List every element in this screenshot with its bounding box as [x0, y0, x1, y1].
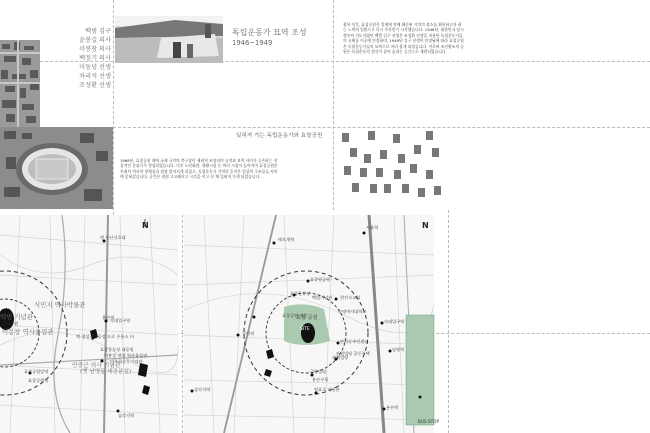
map-label: 서울역 [366, 225, 379, 230]
portrait-thumb [426, 131, 433, 140]
map-label: 독립공원 [2, 321, 19, 326]
guide-line [448, 210, 449, 433]
map-label: 용산역 [102, 315, 115, 320]
page-years: 1946~1949 [232, 39, 273, 47]
portrait-thumb [434, 186, 441, 195]
map-label: 효창공원앞역 [24, 369, 49, 374]
map-label: 식민지 역사박물관 [34, 301, 86, 309]
map-label: 남영역 [392, 347, 405, 352]
page-title: 독립운동가 묘역 조성 [232, 28, 307, 37]
map-label: 용산구청 [312, 377, 329, 382]
name-item: 백범 김구 [85, 28, 111, 35]
aerial-photo-stadium [0, 127, 113, 209]
portrait-thumb [350, 148, 357, 157]
name-item: 백정기 의사 [79, 55, 111, 62]
historic-photo [115, 16, 223, 63]
map-label: 안중근 의사 기념관 [72, 363, 121, 369]
map-label: 옛 용산신호대 [100, 235, 126, 240]
bus-stop-label: BUS STOP [418, 419, 439, 424]
guide-line [113, 0, 114, 215]
north-arrow: N [422, 221, 429, 230]
portrait-thumb [394, 170, 401, 179]
portrait-thumb [342, 133, 349, 142]
middle-paragraph: 1968년, 효창공원 내에 국제 규격의 축구장이 세워져 조성되며 유적과 묘역 사이가 공존하는 이질적인 분위기가 형성되었습니다. 이후 노인회관, 생활시설 등 여러 시설이 들어서며 효창공원은 본래의 역사적 정체성과 점점 멀어지게 되었고, 독립운동가 기억의 흔적은 일상의 구조물들 사이에 묻혀갔습니다. 공간은 점점 고요해지고 시간을 이고 선 채 잊혀져 가게 되었습니다. [120, 158, 278, 180]
map-label: 관원빌딩 공동주택 [336, 351, 370, 356]
map-label: 옛 경성전기공장 도로 수용소 터 [76, 334, 134, 339]
map-site-label: SITE [300, 327, 310, 332]
portrait-grid [338, 128, 448, 210]
map-label: 백범기념관 [312, 295, 333, 300]
portrait-thumb [352, 183, 359, 192]
map-label: 숙명여자대학교 [338, 309, 367, 314]
guide-line [182, 215, 183, 433]
portrait-thumb [410, 164, 417, 173]
map-label: 백범 기념관 [0, 313, 33, 321]
map-label: 만리동주민센터 [340, 339, 369, 344]
map-label: 용산역 [386, 405, 399, 410]
guide-line [333, 0, 334, 210]
map-label: 효창운동장 대공원 [100, 347, 134, 352]
map-label: 관원빌딩 [332, 355, 349, 360]
portrait-thumb [402, 184, 409, 193]
map-label: 민주화운동기념관 [110, 359, 143, 364]
map-label: 원효로 이편한 [314, 387, 340, 392]
map-label: 현진숙교회 [340, 295, 361, 300]
portrait-thumb [370, 184, 377, 193]
name-item: 이동녕 선생 [79, 64, 111, 71]
map-label: 효창운동장 [290, 291, 311, 296]
portrait-thumb [368, 131, 375, 140]
portrait-thumb [360, 168, 367, 177]
portrait-thumb [418, 188, 425, 197]
name-item: 이봉창 의사 [79, 46, 111, 53]
portrait-thumb [364, 154, 371, 163]
north-arrow: N [142, 221, 149, 230]
map-label: 숙대입구역 [110, 318, 131, 323]
top-right-paragraph: 광복 이후, 효창공원은 일제에 의해 훼손된 기억의 장소를 회복하고자 하는 노력의 일환으로 다시 주목받기 시작했습니다. 1946년, 대한민국 임시정부의 지도자였던 백범 김구 선생은 조성환 선생을 비롯한 독립운동가들의 유해를 이곳에 안장하며, 1949년 김구 선생이 안장됨에 따라 효창공원은 독립운동가들의 묘역으로 자리 잡게 되었습니다. 이로써 조선왕조의 공원은 독립운동의 정신이 살아 숨쉬는 공간으로 재편되었습니다. [343, 22, 464, 55]
portrait-thumb [432, 148, 439, 157]
map-label: 효창공원역 [28, 378, 49, 383]
name-item: 차리석 선생 [79, 73, 111, 80]
map-label: 금양빌딩 [310, 369, 327, 374]
map-label: (옛 남영동 대공분실) [80, 369, 132, 375]
map-label: 숙대입구역 [384, 319, 405, 324]
portrait-thumb [414, 145, 421, 154]
map-label: 이봉창 역사울림관 [2, 328, 54, 336]
aerial-photo-city [0, 40, 40, 127]
header-block [232, 27, 307, 47]
map-label: 효창공원 정문 [282, 313, 308, 318]
map-label: 삼각지역 [194, 387, 211, 392]
portrait-thumb [393, 134, 400, 143]
map-label: 삼각지역 [118, 413, 135, 418]
map-left [0, 215, 178, 433]
portrait-thumb [344, 166, 351, 175]
names-list [40, 26, 111, 90]
portrait-thumb [376, 168, 383, 177]
map-label: 효창원공원 [310, 277, 331, 282]
park-label: 효창 공원 [296, 315, 318, 321]
portrait-thumb [384, 184, 391, 193]
name-item: 조성환 선생 [79, 82, 111, 89]
portrait-thumb [380, 150, 387, 159]
portrait-thumb [426, 170, 433, 179]
map-site-label: SITE [2, 306, 12, 311]
portrait-thumb [398, 154, 405, 163]
map-right [184, 215, 439, 433]
middle-heading: 잊혀져 가는 독립운동가와 효창공원 [236, 133, 323, 139]
map-label: 이봉창 선생 역사울림관 [104, 353, 148, 358]
map-label: 공덕역 [242, 331, 255, 336]
name-item: 윤봉길 의사 [79, 37, 111, 44]
map-label: 애오개역 [278, 237, 295, 242]
